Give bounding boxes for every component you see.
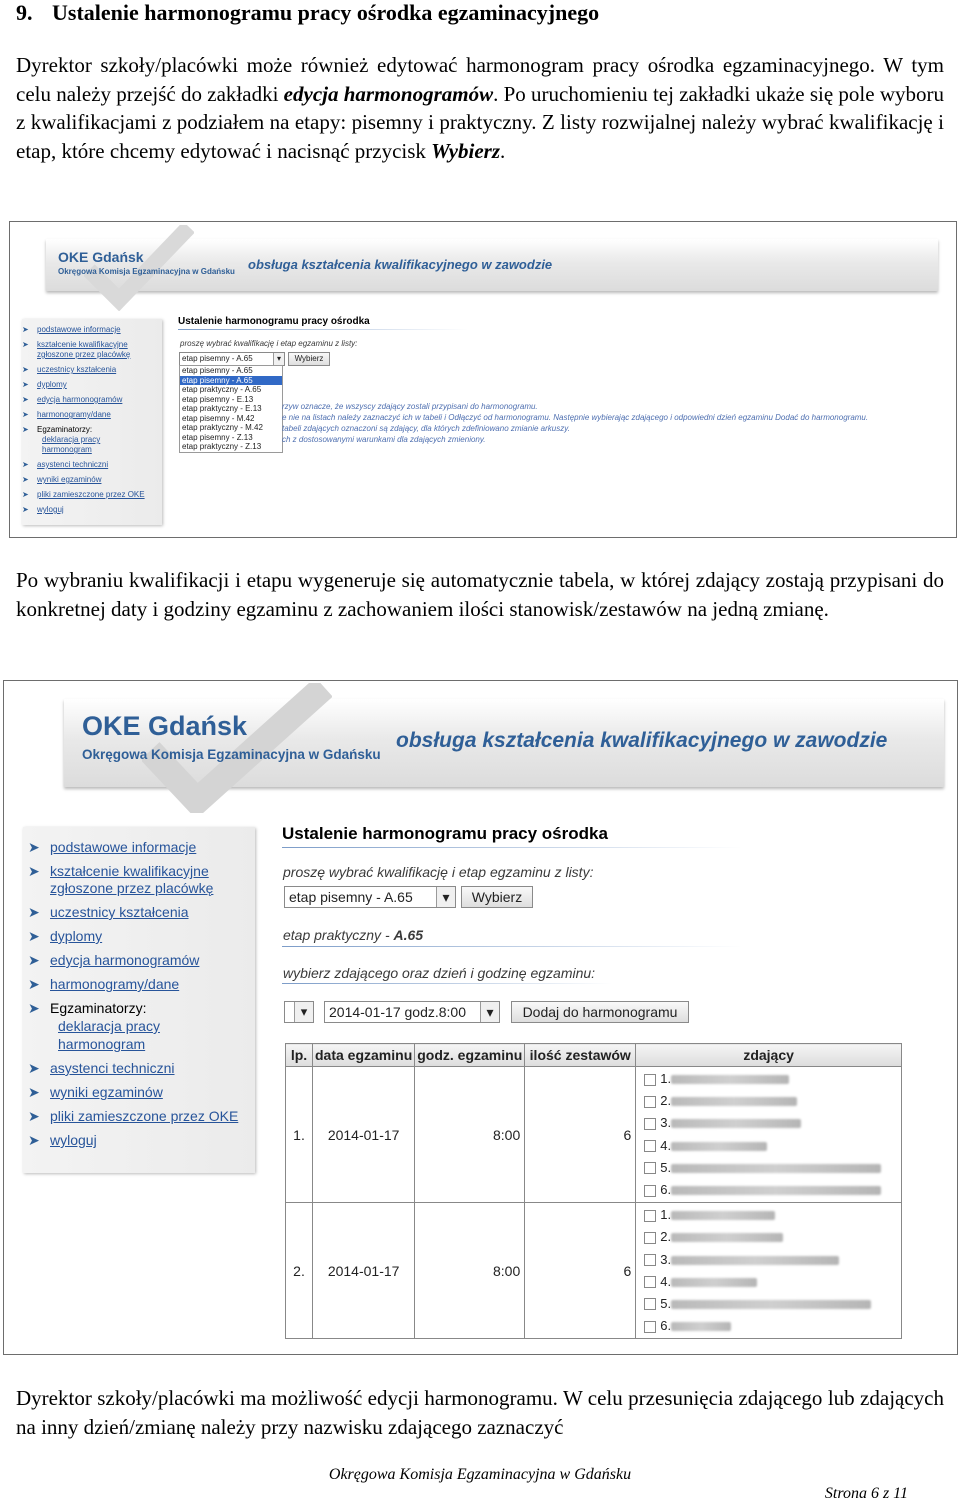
redacted-name [671,1322,731,1331]
redacted-name [671,1097,797,1106]
menu-item-wyniki[interactable]: ➤ wyniki egzaminów [28,1084,163,1100]
chevron-down-icon[interactable]: ▾ [436,887,455,907]
menu-item-podstawowe[interactable]: ➤ podstawowe informacje [22,325,121,334]
sidebar-menu-large [23,827,255,1173]
student-entry[interactable]: 3. [644,1112,900,1134]
menu-item-harmonogramy[interactable]: ➤ harmonogramy/dane [28,976,180,992]
title-underline [178,329,468,330]
choose-underline [282,983,612,984]
menu-item-dyplomy[interactable]: ➤ dyplomy [28,928,103,944]
dropdown-option[interactable]: etap praktyczny - Z.13 [182,442,262,451]
redacted-name [671,1256,839,1265]
student-entry[interactable]: 4. [644,1271,900,1293]
logo-subtitle: Okręgowa Komisja Egzaminacyjna w Gdańsku [82,747,381,762]
cell-students [636,1203,902,1339]
stage-underline [282,946,742,947]
menu-item-dyplomy[interactable]: ➤ dyplomy [22,380,67,389]
info-line-2: e nie na listach należy zaznaczyć ich w tabeli i Odłączyć od harmonogramu. Następnie wybierając zdającego i odpowiedni dzień egzaminu Dodać do harmonogramu. [282,413,869,422]
redacted-name [671,1142,767,1151]
footer-institution: Okręgowa Komisja Egzaminacyjna w Gdańsku [328,1466,632,1483]
dodaj-button[interactable]: Dodaj do harmonogramu [511,1001,689,1023]
wybierz-button[interactable]: Wybierz [461,886,533,908]
menu-item-edycja[interactable]: ➤ edycja harmonogramów [22,395,123,404]
logo-title: OKE Gdańsk [58,249,144,265]
menu-item-egzaminatorzy: ➤ Egzaminatorzy: [22,425,93,434]
redacted-name [671,1300,871,1309]
student-entry[interactable]: 5. [644,1293,900,1315]
dropdown-option[interactable]: etap praktyczny - A.65 [182,385,262,394]
page-title: Ustalenie harmonogramu pracy ośrodka [282,824,608,843]
student-checkbox[interactable] [644,1210,656,1222]
dropdown-option[interactable]: etap pisemny - Z.13 [182,432,253,442]
dropdown-option[interactable]: etap pisemny - E.13 [182,394,254,404]
stage-label: etap praktyczny - A.65 [283,927,424,943]
table-header-row [286,1044,902,1067]
table-row [286,1203,902,1339]
app-banner-large [64,699,944,787]
schedule-table [285,1043,902,1339]
student-select[interactable] [284,1001,314,1023]
menu-item-podstawowe[interactable]: ➤ podstawowe informacje [28,839,197,855]
cell-lp: 1. [286,1067,313,1203]
cell-lp: 2. [286,1203,313,1339]
dropdown-option[interactable]: etap praktyczny - M.42 [182,423,263,432]
student-entry[interactable]: 4. [644,1135,900,1157]
qualification-select[interactable]: etap pisemny - A.65 ▾ [284,886,456,908]
date-select[interactable]: 2014-01-17 godz.8:00 ▾ [324,1001,500,1023]
menu-item-uczestnicy[interactable]: ➤ uczestnicy kształcenia [22,365,117,374]
menu-item-egzaminatorzy: ➤ Egzaminatorzy: [28,1000,147,1016]
section-title: Ustalenie harmonogramu pracy ośrodka egzaminacyjnego [52,0,600,25]
qualification-select[interactable]: etap pisemny - A.65 ▾ [179,352,285,366]
menu-item-harmonogramy[interactable]: ➤ harmonogramy/dane [22,410,111,419]
redacted-name [671,1119,801,1128]
menu-item-pliki[interactable]: ➤ pliki zamieszczone przez OKE [22,490,145,499]
chevron-down-icon[interactable]: ▾ [273,353,284,365]
edit-paragraph: Dyrektor szkoły/placówki ma możliwość edycji harmonogramu. W celu przesunięcia zdającego lub zdających na inny dzień/zmianę należy przy nazwisku zdającego zaznaczyć [16,1386,944,1439]
student-checkbox[interactable] [644,1254,656,1266]
chevron-down-icon[interactable]: ▾ [480,1002,499,1022]
menu-item-pliki[interactable]: ➤ pliki zamieszczone przez OKE [28,1108,239,1124]
redacted-name [671,1278,757,1287]
redacted-name [671,1186,881,1195]
student-checkbox[interactable] [644,1321,656,1333]
menu-item-ksztalcenie[interactable]: ➤ kształcenie kwalifikacyjne [28,863,209,879]
student-checkbox[interactable] [644,1232,656,1244]
prompt-label: proszę wybrać kwalifikację i etap egzaminu z listy: [283,864,594,880]
cell-time: 8:00 [415,1067,525,1203]
student-entry[interactable]: 6. [644,1179,900,1201]
cell-count: 6 [525,1203,636,1339]
menu-item-harmonogram[interactable]: harmonogram [58,1036,146,1052]
cell-count: 6 [525,1067,636,1203]
student-checkbox[interactable] [644,1298,656,1310]
menu-item-edycja[interactable]: ➤ edycja harmonogramów [28,952,200,968]
dropdown-option[interactable]: etap praktyczny - E.13 [182,404,262,413]
cell-students [636,1067,902,1203]
intro-paragraph [16,51,944,165]
cell-date: 2014-01-17 [313,1067,415,1203]
para1-emphasis-wybierz: Wybierz [431,138,500,163]
menu-item-uczestnicy[interactable]: ➤ uczestnicy kształcenia [28,904,189,920]
col-date: data egzaminu [313,1044,415,1067]
info-line-1: rzyw oznacze, że wszyscy zdający zostali przypisani do harmonogramu. [282,402,538,411]
info-line-3: tabeli zdających oznaczoni są zdający, dla których zdefiniowano zmianie arkuszy. [282,424,570,433]
menu-item-deklaracja[interactable]: deklaracja pracy [42,435,101,444]
stage-code: A.65 [393,927,424,943]
col-lp: lp. [286,1044,313,1067]
student-checkbox[interactable] [644,1096,656,1108]
logo-title: OKE Gdańsk [82,711,248,741]
student-checkbox[interactable] [644,1276,656,1288]
menu-item-wyloguj[interactable]: ➤ wyloguj [22,505,64,514]
info-line-4: ch z dostosowanymi warunkami dla zdających zmieniony. [282,435,486,444]
screenshot-select-qualification [9,221,957,538]
menu-item-deklaracja[interactable]: deklaracja pracy [58,1018,160,1034]
menu-item-harmonogram[interactable]: harmonogram [42,445,92,454]
prompt-label: proszę wybrać kwalifikację i etap egzaminu z listy: [180,339,358,348]
dropdown-option[interactable]: etap pisemny - A.65 [182,366,253,375]
choose-label: wybierz zdającego oraz dzień i godzinę egzaminu: [283,965,596,981]
title-underline [282,847,742,848]
redacted-name [671,1164,881,1173]
para1-emphasis-edycja: edycja harmonogramów [283,81,494,106]
student-entry[interactable]: 2. [644,1226,900,1248]
menu-item-ksztalcenie[interactable]: ➤ kształcenie kwalifikacyjne [22,340,128,349]
menu-item-wyniki[interactable]: ➤ wyniki egzaminów [22,475,102,484]
redacted-name [671,1075,789,1084]
menu-item-ksztalcenie-cont[interactable]: zgłoszone przez placówkę [50,880,214,896]
menu-item-asystenci[interactable]: ➤ asystenci techniczni [28,1060,175,1076]
col-students: zdający [636,1044,902,1067]
cell-date: 2014-01-17 [313,1203,415,1339]
chevron-down-icon[interactable]: ▾ [294,1002,313,1022]
table-row [286,1067,902,1203]
col-time: godz. egzaminu [415,1044,525,1067]
section-heading [16,0,599,26]
app-tagline: obsługa kształcenia kwalifikacyjnego w zawodzie [248,257,553,272]
dropdown-option-highlighted[interactable]: etap pisemny - A.65 [180,376,282,386]
para1-text3: . [500,138,506,163]
dropdown-option[interactable]: etap pisemny - M.42 [182,413,255,423]
col-count: ilość zestawów [525,1044,636,1067]
table-paragraph: Po wybraniu kwalifikacji i etapu wygeneruje się automatycznie tabela, w której zdający zostają przypisani do konkretnej daty i godziny egzaminu z zachowaniem ilości stanowisk/zestawów na jedną zmianę. [16,568,944,621]
footer-page-number: Strona 6 z 11 [824,1485,908,1502]
redacted-name [671,1233,783,1242]
app-banner [46,239,938,291]
screenshot-schedule-table [3,680,958,1355]
student-entry[interactable]: 6. [644,1315,900,1337]
student-checkbox[interactable] [644,1074,656,1086]
sidebar-menu [22,319,162,525]
qualification-dropdown-list[interactable] [179,365,283,453]
menu-item-wyloguj[interactable]: ➤ wyloguj [28,1132,97,1148]
student-entry[interactable]: 1. [644,1204,900,1226]
student-entry[interactable]: 5. [644,1157,900,1179]
page-title: Ustalenie harmonogramu pracy ośrodka [178,316,370,327]
para1-text2: . Po uruchomieniu tej zakładki ukaże się pole wyboru z kwalifikacjami z podziałem na etapy: pisemny i praktyczny. Z listy rozwijalnej należy wybrać kwalifikację i etap, które chcemy edytować i nacisnąć przycisk [16,81,944,163]
cell-time: 8:00 [415,1203,525,1339]
section-number: 9. [16,0,33,25]
para1-text1: Dyrektor szkoły/placówki może również edytować harmonogram pracy ośrodka egzaminacyjnego. W tym celu należy przejść do zakładki [16,53,944,106]
student-checkbox[interactable] [644,1162,656,1174]
student-checkbox[interactable] [644,1118,656,1130]
student-entry[interactable]: 3. [644,1249,900,1271]
menu-item-asystenci[interactable]: ➤ asystenci techniczni [22,460,109,469]
menu-item-ksztalcenie-cont[interactable]: zgłoszone przez placówkę [37,350,131,359]
student-checkbox[interactable] [644,1140,656,1152]
wybierz-button[interactable]: Wybierz [288,352,330,366]
student-entry[interactable]: 2. [644,1090,900,1112]
student-entry[interactable]: 1. [644,1068,900,1090]
redacted-name [671,1211,775,1220]
logo-subtitle: Okręgowa Komisja Egzaminacyjna w Gdańsku [58,267,235,276]
student-checkbox[interactable] [644,1185,656,1197]
app-tagline: obsługa kształcenia kwalifikacyjnego w zawodzie [396,729,888,752]
